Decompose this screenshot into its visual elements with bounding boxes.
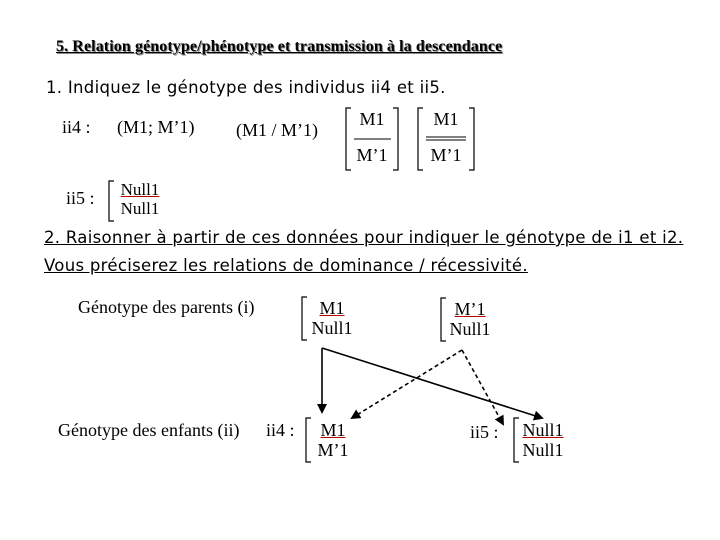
ii5-label: ii5 :	[66, 188, 95, 208]
fraction-top: M1	[320, 420, 346, 440]
arrows-from-parent-2	[352, 350, 503, 424]
bracket-ii4-frac1	[346, 108, 398, 170]
arrows-from-parent-1	[322, 348, 542, 418]
question-1: 1. Indiquez le génotype des individus ii4 et ii5.	[46, 78, 446, 97]
bracket-parent-2	[441, 298, 446, 341]
bracket-ii4-frac2	[418, 108, 474, 170]
fraction-bottom: M’1	[430, 145, 462, 165]
bracket-child-ii5	[514, 418, 519, 462]
fraction-bottom: Null1	[522, 440, 564, 460]
bracket-child-ii4	[306, 418, 311, 462]
fraction-top: Null1	[522, 420, 564, 440]
parents-label: Génotype des parents (i)	[78, 297, 255, 317]
fraction-top: M1	[319, 298, 345, 318]
ii4-notation-slash: (M1 / M’1)	[236, 120, 318, 140]
fraction-top: M1	[433, 109, 459, 129]
bracket-parent-1	[302, 297, 307, 340]
fraction-bottom: Null1	[120, 199, 160, 218]
fraction-bottom: M’1	[356, 145, 388, 165]
question-2-line-2: Vous préciserez les relations de dominance / récessivité.	[44, 256, 528, 275]
children-ii5-label: ii5 :	[470, 422, 499, 442]
fraction-top: Null1	[120, 180, 160, 199]
fraction-bottom: M’1	[317, 440, 349, 460]
bracket-ii5	[109, 181, 114, 221]
section-title: 5. Relation génotype/phénotype et transmission à la descendance	[56, 38, 503, 55]
ii4-label: ii4 :	[62, 117, 91, 137]
question-2-line-1: 2. Raisonner à partir de ces données pour indiquer le génotype de i1 et i2.	[44, 228, 684, 247]
children-ii4-label: ii4 :	[266, 420, 295, 440]
fraction-bottom: Null1	[311, 318, 353, 338]
fraction-bottom: Null1	[449, 319, 491, 339]
ii4-notation-semicolon: (M1; M’1)	[117, 117, 195, 137]
fraction-top: M1	[359, 109, 385, 129]
fraction-top: M’1	[454, 299, 486, 319]
children-label: Génotype des enfants (ii)	[58, 420, 240, 440]
